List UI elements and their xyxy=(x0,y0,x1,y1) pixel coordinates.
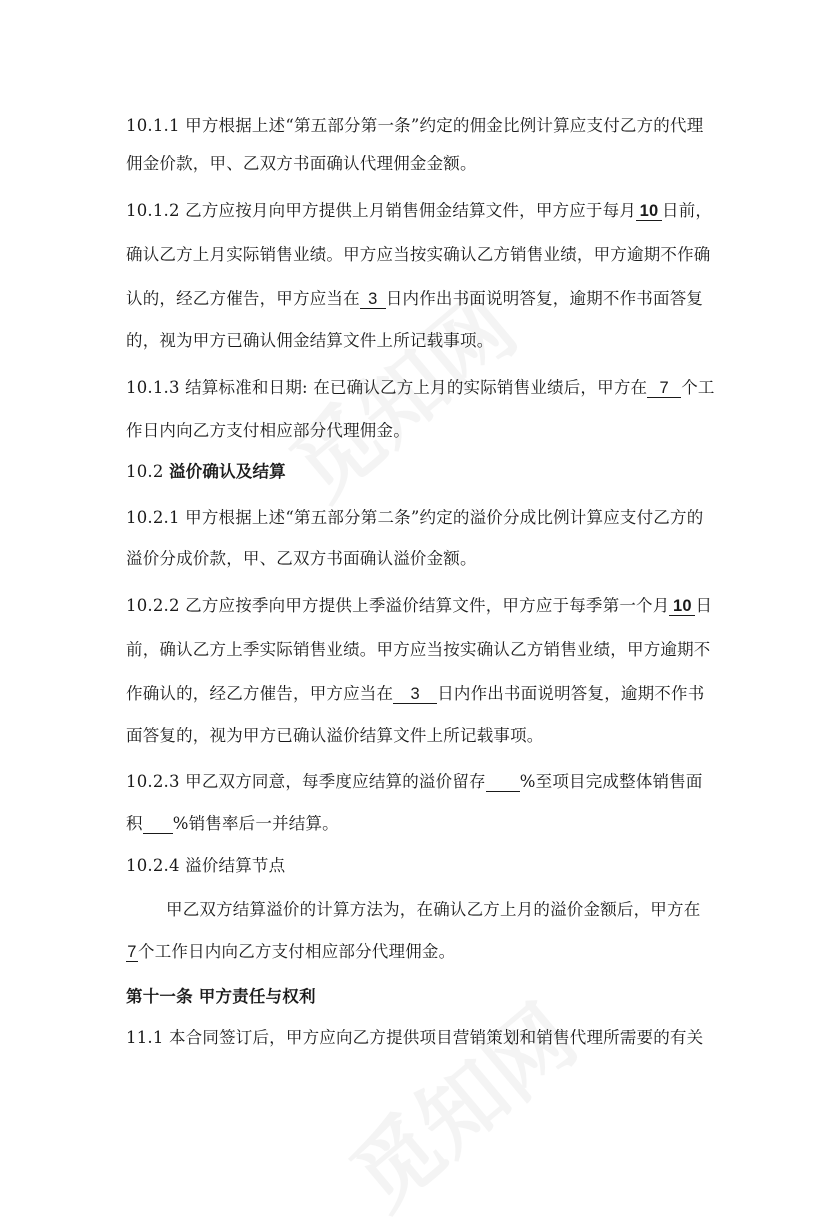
working-days-field: 7 xyxy=(647,379,681,398)
clause-10-2-1-line-2: 溢价分成价款，甲、乙双方书面确认溢价金额。 xyxy=(126,549,477,568)
reply-days-field: 3 xyxy=(393,685,437,704)
clause-text: 认的，经乙方催告，甲方应当在 xyxy=(126,289,360,308)
clause-10-2-2-line-1 xyxy=(126,595,712,617)
clause-text: 个工作日内向乙方支付相应部分代理佣金。 xyxy=(138,942,456,961)
clause-text: %销售率后一并结算。 xyxy=(172,814,339,833)
clause-10-1-2-line-3 xyxy=(126,288,703,310)
payment-day-field: 10 xyxy=(636,202,662,221)
clause-text: %至项目完成整体销售面 xyxy=(519,772,703,791)
clause-text: 10.2.2 乙方应按季向甲方提供上季溢价结算文件，甲方应于每季第一个月 xyxy=(126,596,670,615)
clause-text: 日前， xyxy=(662,201,713,220)
settlement-method-line-2 xyxy=(126,941,455,963)
clause-10-1-2-line-1 xyxy=(126,200,712,222)
clause-text: 日内作出书面说明答复，逾期不作书 xyxy=(437,684,705,703)
clause-text: 10.2.3 甲乙双方同意，每季度应结算的溢价留存 xyxy=(126,772,486,791)
clause-10-2-2-line-3 xyxy=(126,683,704,705)
retention-percent-blank xyxy=(486,773,520,792)
clause-10-1-1-line-1: 10.1.1 甲方根据上述“第五部分第一条”约定的佣金比例计算应支付乙方的代理 xyxy=(126,116,704,135)
clause-10-1-2-line-4: 的，视为甲方已确认佣金结算文件上所记载事项。 xyxy=(126,331,494,350)
quarter-day-field: 10 xyxy=(669,597,695,616)
clause-10-2-3-line-1 xyxy=(126,771,703,793)
clause-10-2-4: 10.2.4 溢价结算节点 xyxy=(126,856,286,875)
section-number: 10.2 xyxy=(126,462,169,481)
section-title: 溢价确认及结算 xyxy=(168,462,286,481)
clause-text: 日 xyxy=(695,596,713,615)
reply-days-field: 3 xyxy=(360,290,386,309)
clause-text: 10.1.2 乙方应按月向甲方提供上月销售佣金结算文件，甲方应于每月 xyxy=(126,201,637,220)
clause-11-1-line-1: 11.1 本合同签订后，甲方应向乙方提供项目营销策划和销售代理所需要的有关 xyxy=(126,1028,704,1047)
clause-10-1-3-line-2: 作日内向乙方支付相应部分代理佣金。 xyxy=(126,421,410,440)
clause-text: 日内作出书面说明答复，逾期不作书面答复 xyxy=(385,289,704,308)
clause-10-2-3-line-2 xyxy=(126,813,339,835)
clause-10-1-3-line-1 xyxy=(126,377,715,399)
clause-10-2-2-line-4: 面答复的，视为甲方已确认溢价结算文件上所记载事项。 xyxy=(126,726,544,745)
settlement-method-line-1: 甲乙双方结算溢价的计算方法为，在确认乙方上月的溢价金额后，甲方在 xyxy=(166,900,701,919)
clause-text: 积 xyxy=(126,814,143,833)
working-days-field: 7 xyxy=(127,943,137,961)
clause-10-2-1-line-1: 10.2.1 甲方根据上述“第五部分第二条”约定的溢价分成比例计算应支付乙方的 xyxy=(126,508,704,527)
clause-text: 个工 xyxy=(681,378,715,397)
sales-rate-blank xyxy=(143,815,173,834)
watermark-bottom xyxy=(320,972,597,1232)
clause-text: 作确认的，经乙方催告，甲方应当在 xyxy=(126,684,394,703)
clause-10-1-1-line-2: 佣金价款，甲、乙双方书面确认代理佣金金额。 xyxy=(126,154,477,173)
article-11-heading: 第十一条 甲方责任与权利 xyxy=(126,987,316,1006)
clause-text: 10.1.3 结算标准和日期: 在已确认乙方上月的实际销售业绩后，甲方在 xyxy=(126,378,648,397)
section-10-2-heading xyxy=(126,461,286,483)
clause-10-2-2-line-2: 前，确认乙方上季实际销售业绩。甲方应当按实确认乙方销售业绩，甲方逾期不 xyxy=(126,640,711,659)
clause-10-1-2-line-2: 确认乙方上月实际销售业绩。甲方应当按实确认乙方销售业绩，甲方逾期不作确 xyxy=(126,245,711,264)
